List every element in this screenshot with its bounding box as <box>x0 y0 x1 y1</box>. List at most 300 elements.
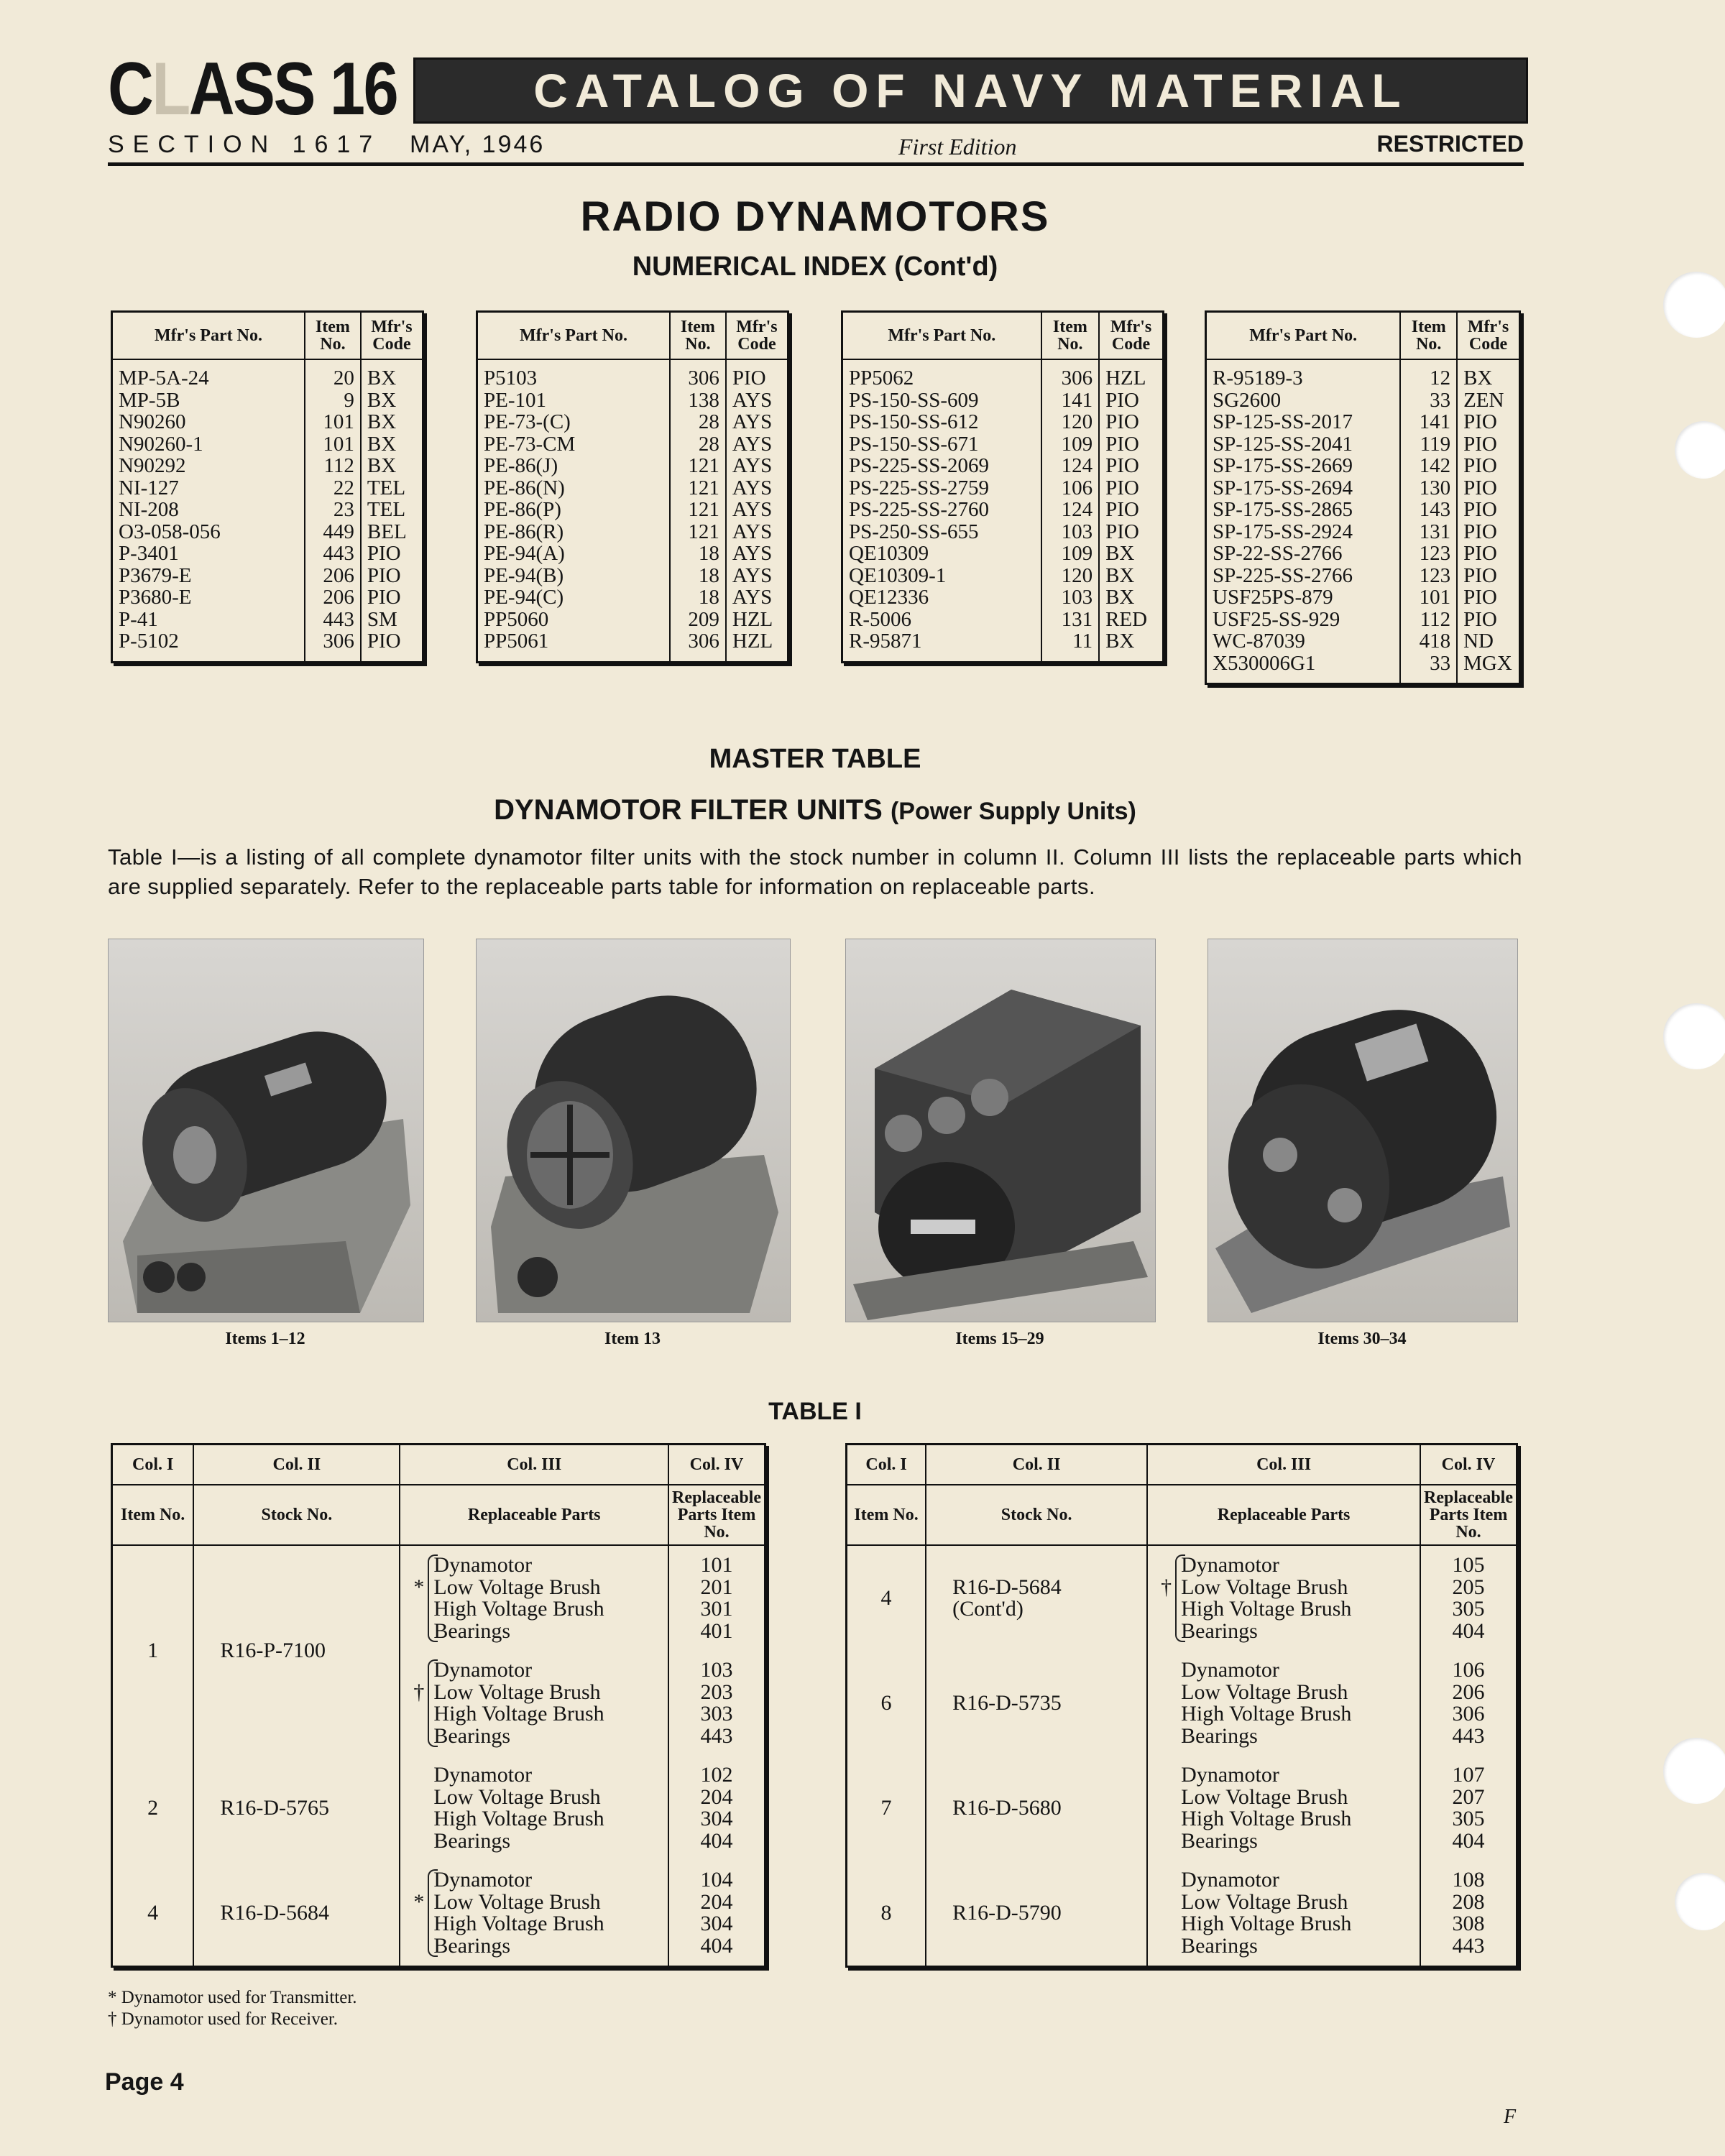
part-item-number: 404 <box>1452 1618 1485 1643</box>
part-item-number: 204 <box>700 1784 733 1809</box>
stock-number <box>193 1861 400 1967</box>
table-row <box>477 586 788 609</box>
mfr-code: PIO <box>1463 520 1497 543</box>
item-number: 9 <box>305 390 361 412</box>
table-row <box>477 411 788 433</box>
master-table-left <box>111 1443 766 1968</box>
part-number: PE-86(N) <box>477 477 670 499</box>
item-number: 33 <box>1400 390 1457 412</box>
replaceable-part-numbers <box>668 1651 765 1756</box>
header-col4: Col. IV <box>1420 1445 1517 1485</box>
edition-label: First Edition <box>898 134 1017 160</box>
page-number: Page 4 <box>105 2068 184 2096</box>
header-sub3: Replaceable Parts <box>400 1485 668 1545</box>
replaceable-part-numbers <box>1420 1545 1517 1651</box>
part-number: PP5060 <box>477 609 670 631</box>
mfr-code: BX <box>367 410 397 433</box>
table-row <box>477 390 788 412</box>
item-number: 206 <box>305 565 361 587</box>
item-number: 28 <box>670 433 726 456</box>
mfr-code: PIO <box>1463 498 1497 521</box>
item-number: 131 <box>1400 521 1457 543</box>
part-name: Bearings <box>433 1828 511 1853</box>
part-name: Low Voltage Brush <box>433 1575 601 1599</box>
index-header-item: Item No. <box>670 312 726 360</box>
index-header-row <box>112 312 423 360</box>
item-number: 33 <box>1400 653 1457 684</box>
part-item-number: 305 <box>1452 1597 1485 1621</box>
item-number: 449 <box>305 521 361 543</box>
table-row <box>842 359 1164 390</box>
photo-dynamotor-items-30-34 <box>1208 939 1518 1322</box>
table-row <box>842 477 1164 499</box>
table-row <box>112 390 423 412</box>
item-number: 443 <box>305 543 361 565</box>
item-number: 121 <box>670 455 726 477</box>
part-item-number: 106 <box>1452 1658 1485 1682</box>
part-number: PE-101 <box>477 390 670 412</box>
item-number: 206 <box>305 586 361 609</box>
item-number: 112 <box>305 455 361 477</box>
punch-hole <box>1663 1003 1725 1069</box>
part-number: SP-125-SS-2017 <box>1206 411 1401 433</box>
mfr-code: HZL <box>732 630 773 653</box>
part-item-number: 304 <box>700 1807 733 1830</box>
part-item-number: 203 <box>700 1680 733 1704</box>
part-name: Dynamotor <box>433 1868 533 1892</box>
item-number: 103 <box>1041 521 1099 543</box>
item-number: 7 <box>847 1756 926 1861</box>
part-number: R-95189-3 <box>1206 359 1401 390</box>
part-item-number: 204 <box>700 1889 733 1914</box>
header-sub1: Item No. <box>112 1485 194 1545</box>
part-name: Dynamotor <box>433 1763 533 1787</box>
item-number: 109 <box>1041 433 1099 456</box>
part-number: R-95871 <box>842 630 1041 662</box>
part-name: Dynamotor <box>1181 1868 1279 1892</box>
table-row <box>842 499 1164 521</box>
mfr-code: BX <box>1105 563 1135 587</box>
header-sub1: Item No. <box>847 1485 926 1545</box>
stock-number <box>193 1756 400 1861</box>
part-name: Bearings <box>1181 1933 1258 1958</box>
part-number: SP-22-SS-2766 <box>1206 543 1401 565</box>
footnote-transmitter: * Dynamotor used for Transmitter. <box>108 1988 357 2007</box>
part-name: Low Voltage Brush <box>433 1784 601 1809</box>
master-subheader-row <box>847 1485 1517 1545</box>
part-number: PS-225-SS-2069 <box>842 455 1041 477</box>
table-row <box>1206 609 1520 631</box>
item-number: 22 <box>305 477 361 499</box>
table-row <box>477 565 788 587</box>
part-name: Bearings <box>433 1723 511 1748</box>
mfr-code: PIO <box>1105 432 1139 456</box>
photo-dynamotor-items-1-12 <box>108 939 424 1322</box>
photo-caption: Items 30–34 <box>1317 1330 1407 1348</box>
usage-mark: † <box>1161 1575 1172 1599</box>
mfr-code: PIO <box>1105 454 1139 477</box>
part-number: PE-73-(C) <box>477 411 670 433</box>
item-number: 20 <box>305 359 361 390</box>
table-row <box>112 1545 765 1651</box>
index-header-part: Mfr's Part No. <box>112 312 305 360</box>
table-row <box>112 565 423 587</box>
part-number: NI-208 <box>112 499 305 521</box>
table-row <box>1206 586 1520 609</box>
mfr-code: PIO <box>1105 388 1139 412</box>
mfr-code: PIO <box>1105 498 1139 521</box>
index-header-part: Mfr's Part No. <box>842 312 1041 360</box>
table-row <box>842 565 1164 587</box>
mfr-code: PIO <box>367 630 401 653</box>
table-row <box>112 586 423 609</box>
mfr-code: TEL <box>367 498 406 521</box>
part-name: Low Voltage Brush <box>1181 1575 1348 1599</box>
part-number: O3-058-056 <box>112 521 305 543</box>
mfr-code: AYS <box>732 454 773 477</box>
date-label: MAY, 1946 <box>410 131 546 158</box>
item-number: 123 <box>1400 543 1457 565</box>
replaceable-part-numbers <box>668 1861 765 1967</box>
mfr-code: BX <box>1105 542 1135 565</box>
item-number: 103 <box>1041 586 1099 609</box>
header-col3: Col. III <box>400 1445 668 1485</box>
punch-hole <box>1675 421 1725 479</box>
stock-number-value: R16-D-5684 <box>220 1900 329 1925</box>
part-item-number: 306 <box>1452 1702 1485 1726</box>
table-row <box>1206 477 1520 499</box>
part-item-number: 443 <box>1452 1933 1485 1958</box>
table-row <box>112 1756 765 1861</box>
part-item-number: 101 <box>700 1553 733 1577</box>
part-number: PE-86(R) <box>477 521 670 543</box>
replaceable-parts <box>400 1756 668 1861</box>
part-name: Dynamotor <box>1181 1658 1279 1682</box>
part-number: SG2600 <box>1206 390 1401 412</box>
replaceable-parts <box>1147 1545 1420 1651</box>
index-header-item: Item No. <box>305 312 361 360</box>
part-item-number: 103 <box>700 1658 733 1682</box>
stock-number-continued: (Cont'd) <box>952 1597 1024 1621</box>
stock-number-value: R16-D-5684 <box>952 1575 1062 1599</box>
replaceable-parts <box>1147 1756 1420 1861</box>
part-item-number: 104 <box>700 1868 733 1892</box>
mfr-code: AYS <box>732 388 773 412</box>
page-letter: F <box>1504 2106 1517 2128</box>
part-name: High Voltage Brush <box>433 1807 604 1830</box>
part-item-number: 207 <box>1452 1784 1485 1809</box>
table-row <box>842 390 1164 412</box>
mfr-code: ZEN <box>1463 388 1504 412</box>
item-number: 141 <box>1041 390 1099 412</box>
index-header-code: Mfr's Code <box>1099 312 1163 360</box>
index-header-code: Mfr's Code <box>726 312 788 360</box>
table-row <box>112 499 423 521</box>
table-row <box>477 455 788 477</box>
part-item-number: 107 <box>1452 1763 1485 1787</box>
table-row <box>1206 521 1520 543</box>
usage-mark: * <box>413 1575 425 1599</box>
part-item-number: 303 <box>700 1702 733 1726</box>
part-number: MP-5B <box>112 390 305 412</box>
index-header-part: Mfr's Part No. <box>477 312 670 360</box>
header-col1: Col. I <box>847 1445 926 1485</box>
part-name: Low Voltage Brush <box>1181 1784 1348 1809</box>
item-number: 306 <box>305 630 361 662</box>
index-header-row <box>1206 312 1520 360</box>
table-row <box>112 455 423 477</box>
part-name: Low Voltage Brush <box>433 1889 601 1914</box>
part-item-number: 443 <box>1452 1723 1485 1748</box>
mfr-code: PIO <box>1105 476 1139 499</box>
group-brace <box>428 1659 438 1747</box>
index-header-code: Mfr's Code <box>361 312 423 360</box>
header-sub3: Replaceable Parts <box>1147 1485 1420 1545</box>
table-row <box>477 630 788 662</box>
mfr-code: PIO <box>1105 410 1139 433</box>
index-header-item: Item No. <box>1041 312 1099 360</box>
part-item-number: 208 <box>1452 1889 1485 1914</box>
replaceable-part-numbers <box>1420 1861 1517 1967</box>
part-name: Bearings <box>1181 1828 1258 1853</box>
table-row <box>1206 499 1520 521</box>
item-number: 1 <box>112 1545 194 1756</box>
part-name: Bearings <box>1181 1618 1258 1643</box>
table-row <box>842 586 1164 609</box>
table-row <box>477 359 788 390</box>
table-row <box>112 543 423 565</box>
part-number: P-3401 <box>112 543 305 565</box>
table-row <box>477 499 788 521</box>
item-number: 119 <box>1400 433 1457 456</box>
group-brace <box>1175 1554 1185 1642</box>
part-item-number: 201 <box>700 1575 733 1599</box>
mfr-code: BX <box>367 454 397 477</box>
index-header-row <box>842 312 1164 360</box>
mfr-code: PIO <box>1463 476 1497 499</box>
replaceable-parts <box>1147 1651 1420 1756</box>
stock-number-value: R16-D-5680 <box>952 1795 1062 1820</box>
mfr-code: PIO <box>1463 607 1497 631</box>
footnote-receiver: † Dynamotor used for Receiver. <box>108 2009 339 2029</box>
table-row <box>1206 653 1520 684</box>
part-number: USF25PS-879 <box>1206 586 1401 609</box>
usage-mark: * <box>413 1890 425 1914</box>
table-row <box>112 521 423 543</box>
mfr-code: BX <box>367 432 397 456</box>
header-col2: Col. II <box>193 1445 400 1485</box>
footnotes <box>108 1987 357 2030</box>
table-row <box>112 609 423 631</box>
punch-hole <box>1663 272 1725 338</box>
item-number: 130 <box>1400 477 1457 499</box>
part-number: PE-94(C) <box>477 586 670 609</box>
part-name: Low Voltage Brush <box>433 1680 601 1704</box>
mfr-code: BX <box>1105 586 1135 609</box>
part-number: PS-225-SS-2759 <box>842 477 1041 499</box>
table-row <box>1206 359 1520 390</box>
mfr-code: AYS <box>732 520 773 543</box>
part-number: QE10309 <box>842 543 1041 565</box>
page-title: RADIO DYNAMOTORS <box>580 193 1050 240</box>
stock-number-value: R16-P-7100 <box>220 1638 326 1662</box>
mfr-code: PIO <box>1463 410 1497 433</box>
mfr-code: AYS <box>732 542 773 565</box>
item-number: 23 <box>305 499 361 521</box>
item-number: 306 <box>1041 359 1099 390</box>
part-name: High Voltage Brush <box>433 1912 604 1935</box>
part-number: SP-125-SS-2041 <box>1206 433 1401 456</box>
table-row <box>112 359 423 390</box>
replaceable-part-numbers <box>668 1545 765 1651</box>
item-number: 121 <box>670 499 726 521</box>
master-subheader-row <box>112 1485 765 1545</box>
item-number: 141 <box>1400 411 1457 433</box>
table-row <box>477 433 788 456</box>
part-number: USF25-SS-929 <box>1206 609 1401 631</box>
index-header-row <box>477 312 788 360</box>
classification-label: RESTRICTED <box>1376 131 1524 157</box>
item-number: 109 <box>1041 543 1099 565</box>
table-row <box>1206 455 1520 477</box>
part-item-number: 305 <box>1452 1807 1485 1830</box>
part-number: P5103 <box>477 359 670 390</box>
part-name: Dynamotor <box>1181 1763 1279 1787</box>
table-row <box>1206 630 1520 653</box>
mfr-code: PIO <box>367 586 401 609</box>
mfr-code: PIO <box>1463 454 1497 477</box>
mfr-code: MGX <box>1463 651 1512 675</box>
table-row <box>842 521 1164 543</box>
item-number: 121 <box>670 477 726 499</box>
stock-number-value: R16-D-5790 <box>952 1900 1062 1925</box>
mfr-code: AYS <box>732 410 773 433</box>
header-col2: Col. II <box>926 1445 1147 1485</box>
stock-number-value: R16-D-5735 <box>952 1690 1062 1715</box>
part-name: High Voltage Brush <box>1181 1597 1352 1621</box>
header-sub2: Stock No. <box>926 1485 1147 1545</box>
part-item-number: 404 <box>700 1933 733 1958</box>
table-row <box>842 630 1164 662</box>
mfr-code: AYS <box>732 563 773 587</box>
part-name: High Voltage Brush <box>1181 1912 1352 1935</box>
replaceable-part-numbers <box>1420 1651 1517 1756</box>
part-number: P3679-E <box>112 565 305 587</box>
stock-number <box>926 1545 1147 1651</box>
item-number: 101 <box>305 411 361 433</box>
part-number: N90292 <box>112 455 305 477</box>
part-name: Bearings <box>433 1618 511 1643</box>
part-name: Dynamotor <box>1181 1553 1279 1577</box>
part-number: PP5061 <box>477 630 670 662</box>
mfr-code: PIO <box>1463 563 1497 587</box>
replaceable-parts <box>400 1651 668 1756</box>
part-number: PS-250-SS-655 <box>842 521 1041 543</box>
item-number: 143 <box>1400 499 1457 521</box>
item-number: 101 <box>305 433 361 456</box>
part-number: N90260-1 <box>112 433 305 456</box>
mfr-code: TEL <box>367 476 406 499</box>
part-item-number: 443 <box>700 1723 733 1748</box>
mfr-code: PIO <box>367 542 401 565</box>
table-row <box>842 543 1164 565</box>
mfr-code: AYS <box>732 498 773 521</box>
table-row <box>112 1861 765 1967</box>
part-number: P-5102 <box>112 630 305 662</box>
part-number: MP-5A-24 <box>112 359 305 390</box>
part-number: PS-150-SS-612 <box>842 411 1041 433</box>
table-row <box>1206 433 1520 456</box>
item-number: 120 <box>1041 565 1099 587</box>
mfr-code: PIO <box>367 563 401 587</box>
photo-caption: Items 15–29 <box>955 1330 1044 1348</box>
part-name: Low Voltage Brush <box>1181 1680 1348 1704</box>
replaceable-parts <box>1147 1861 1420 1967</box>
mfr-code: PIO <box>1463 432 1497 456</box>
part-name: Dynamotor <box>433 1553 533 1577</box>
part-number: QE12336 <box>842 586 1041 609</box>
header-col3: Col. III <box>1147 1445 1420 1485</box>
part-number: P-41 <box>112 609 305 631</box>
item-number: 18 <box>670 586 726 609</box>
table-row <box>847 1545 1517 1651</box>
item-number: 106 <box>1041 477 1099 499</box>
item-number: 121 <box>670 521 726 543</box>
item-number: 11 <box>1041 630 1099 662</box>
item-number: 112 <box>1400 609 1457 631</box>
part-number: SP-175-SS-2924 <box>1206 521 1401 543</box>
part-number: PS-150-SS-609 <box>842 390 1041 412</box>
part-number: PE-94(A) <box>477 543 670 565</box>
mfr-code: PIO <box>1463 586 1497 609</box>
header-col1: Col. I <box>112 1445 194 1485</box>
mfr-code: AYS <box>732 586 773 609</box>
replaceable-part-numbers <box>1420 1756 1517 1861</box>
header-sub4: Replaceable Parts Item No. <box>668 1485 765 1545</box>
index-table-1 <box>111 310 424 663</box>
table-row <box>1206 565 1520 587</box>
mfr-code: HZL <box>1105 367 1146 390</box>
table-row <box>477 477 788 499</box>
item-number: 418 <box>1400 630 1457 653</box>
part-name: High Voltage Brush <box>433 1597 604 1621</box>
part-name: High Voltage Brush <box>1181 1807 1352 1830</box>
mfr-code: AYS <box>732 476 773 499</box>
replaceable-parts <box>400 1545 668 1651</box>
subheader <box>108 131 1524 166</box>
table-row <box>842 411 1164 433</box>
item-number: 124 <box>1041 499 1099 521</box>
index-table-3 <box>841 310 1164 663</box>
index-header-part: Mfr's Part No. <box>1206 312 1401 360</box>
part-number: SP-175-SS-2669 <box>1206 455 1401 477</box>
part-number: PE-86(J) <box>477 455 670 477</box>
master-header-row <box>112 1445 765 1485</box>
item-number: 142 <box>1400 455 1457 477</box>
part-item-number: 308 <box>1452 1912 1485 1935</box>
table-row <box>842 609 1164 631</box>
part-number: PS-225-SS-2760 <box>842 499 1041 521</box>
master-header-row <box>847 1445 1517 1485</box>
item-number: 8 <box>847 1861 926 1967</box>
mfr-code: BX <box>1105 630 1135 653</box>
part-name: High Voltage Brush <box>433 1702 604 1726</box>
part-number: R-5006 <box>842 609 1041 631</box>
stock-number <box>193 1545 400 1756</box>
mfr-code: PIO <box>1463 542 1497 565</box>
item-number: 4 <box>112 1861 194 1967</box>
mfr-code: RED <box>1105 607 1148 631</box>
